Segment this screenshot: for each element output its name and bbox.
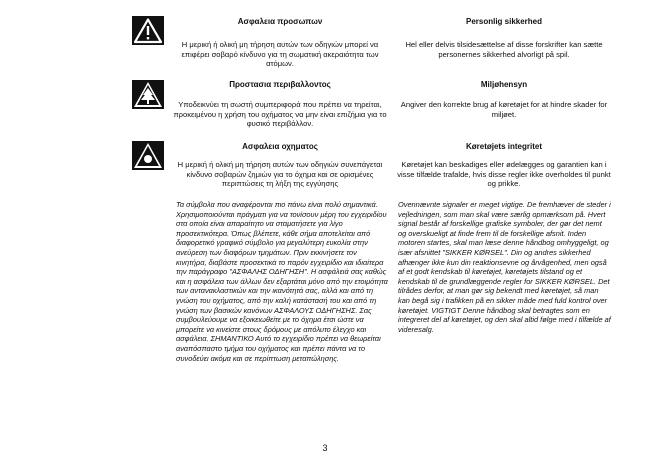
environment-tree-icon xyxy=(132,80,164,109)
section-title-da: Personlig sikkerhed xyxy=(465,17,543,26)
section-text-gr: Η μερική ή ολική μη τήρηση αυτών των οδηγιών μπορεί να επιφέρει σοβαρό κίνδυνο για τη σωματική ακεραιότητα των ατόμων. xyxy=(181,40,379,69)
section-title-gr: Προστασια περιβαλλοντος xyxy=(229,80,331,89)
warning-exclamation-icon xyxy=(132,16,164,45)
section-title-gr: Ασφαλεια προσωπων xyxy=(237,17,323,26)
section-text-da: Hel eller delvis tilsidesættelse af disse forskrifter kan sætte personernes sikkerhed alvorligt på spil. xyxy=(405,40,603,59)
section-text-gr: Υποδεικνύει τη σωστή συμπεριφορά που πρέπει να τηρείται, προκειμένου η χρήση του οχήματος να μην είναι επιζήμια για το φυσικό περιβάλλον. xyxy=(173,100,387,129)
paragraph-gr: Τα σύμβολα που αναφέρονται πιο πάνω είναι πολύ σημαντικά. Χρησιμοποιούνται πράγματι για να τονίσουν μέρη του εγχειριδίου στα οποία είναι απαραίτητο να σταματήσετε για λίγο προσεκτικότερα. Όπως βλέπετε, κάθε σήμα αποτελείται από διαφορετικό γραφικό σύμβολο για μεγαλύτερη ευκολία στην ανεύρεση των διαφόρων τμημάτων. Πριν εκκινήσετε τον κινητήρα, διαβάστε προσεκτικά το παρόν εγχειρίδιο και ιδιαίτερα την παράγραφο "ΑΣΦΑΛΗΣ ΟΔΗΓΗΣΗ". Η ασφάλειά σας καθώς και η ασφάλεια των άλλων δεν εξαρτάται μόνο από την ετοιμότητα των αντανακλαστικών και την ικανότητά σας, αλλά και από τη γνώση του οχήματος, από την καλή κατάστασή του και από τη γνώση των βασικών κανόνων ΑΣΦΑΛΟΥΣ ΟΔΗΓΗΣΗΣ. Σας συμβουλεύουμε να εξοικειωθείτε με το όχημα έτσι ώστε να μπορείτε να κινείστε στους δρόμους με απόλυτο έλεγχο και ασφάλεια. ΣΗΜΑΝΤΙΚΟ Αυτό το εγχειρίδιο πρέπει να θεωρείται αναπόσπαστο τμήμα του οχήματος και πρέπει πάντα να το συνοδεύει ακόμα και σε περίπτωση μεταπώλησης. xyxy=(176,200,388,363)
section-title-da: Køretøjets integritet xyxy=(465,142,542,151)
section-text-gr: Η μερική ή ολική μη τήρηση αυτών των οδηγιών συνεπάγεται κίνδυνο σοβαρών ζημιών για το όχημα και σε ορισμένες περιπτώσεις τη λήξη της εγγύησης xyxy=(177,160,383,189)
vehicle-safety-icon xyxy=(132,141,164,170)
section-title-gr: Ασφαλεια οχηματος xyxy=(242,142,318,151)
paragraph-da: Ovennævnte signaler er meget vigtige. De fremhæver de steder i vejledningen, som man skal være særlig opmærksom på. Hvert signal består af forskellige grafiske symboler, der gør det nemt og overskueligt at finde frem til de forskellige afsnit. Inden motoren startes, skal man læse denne håndbog omhyggeligt, og især afsnittet "SIKKER KØRSEL". Din og andres sikkerhed afhænger ikke kun din reaktionsevne og årvågenhed, men også af et godt kendskab til køretøjet, køretøjets tilstand og et kendskab til de grundlæggende regler for SIKKER KØRSEL. Det tilrådes derfor, at man gør sig bekendt med køretøjet, så man kan begå sig i trafikken på en sikker måde med fuld kontrol over køretøjet. VIGTIGT Denne håndbog skal betragtes som en integreret del af køretøjet, og den skal altid følge med i tilfælde af videresalg. xyxy=(398,200,611,334)
section-text-da: Angiver den korrekte brug af køretøjet for at hindre skader for miljøet. xyxy=(400,100,608,119)
section-title-da: Miljøhensyn xyxy=(480,80,528,89)
section-text-da: Køretøjet kan beskadiges eller ødelægges og garantien kan i visse tilfælde trafalde, hvis disse regler ikke overholdes til punkt og prikke. xyxy=(397,160,611,189)
page-number: 3 xyxy=(322,443,328,453)
